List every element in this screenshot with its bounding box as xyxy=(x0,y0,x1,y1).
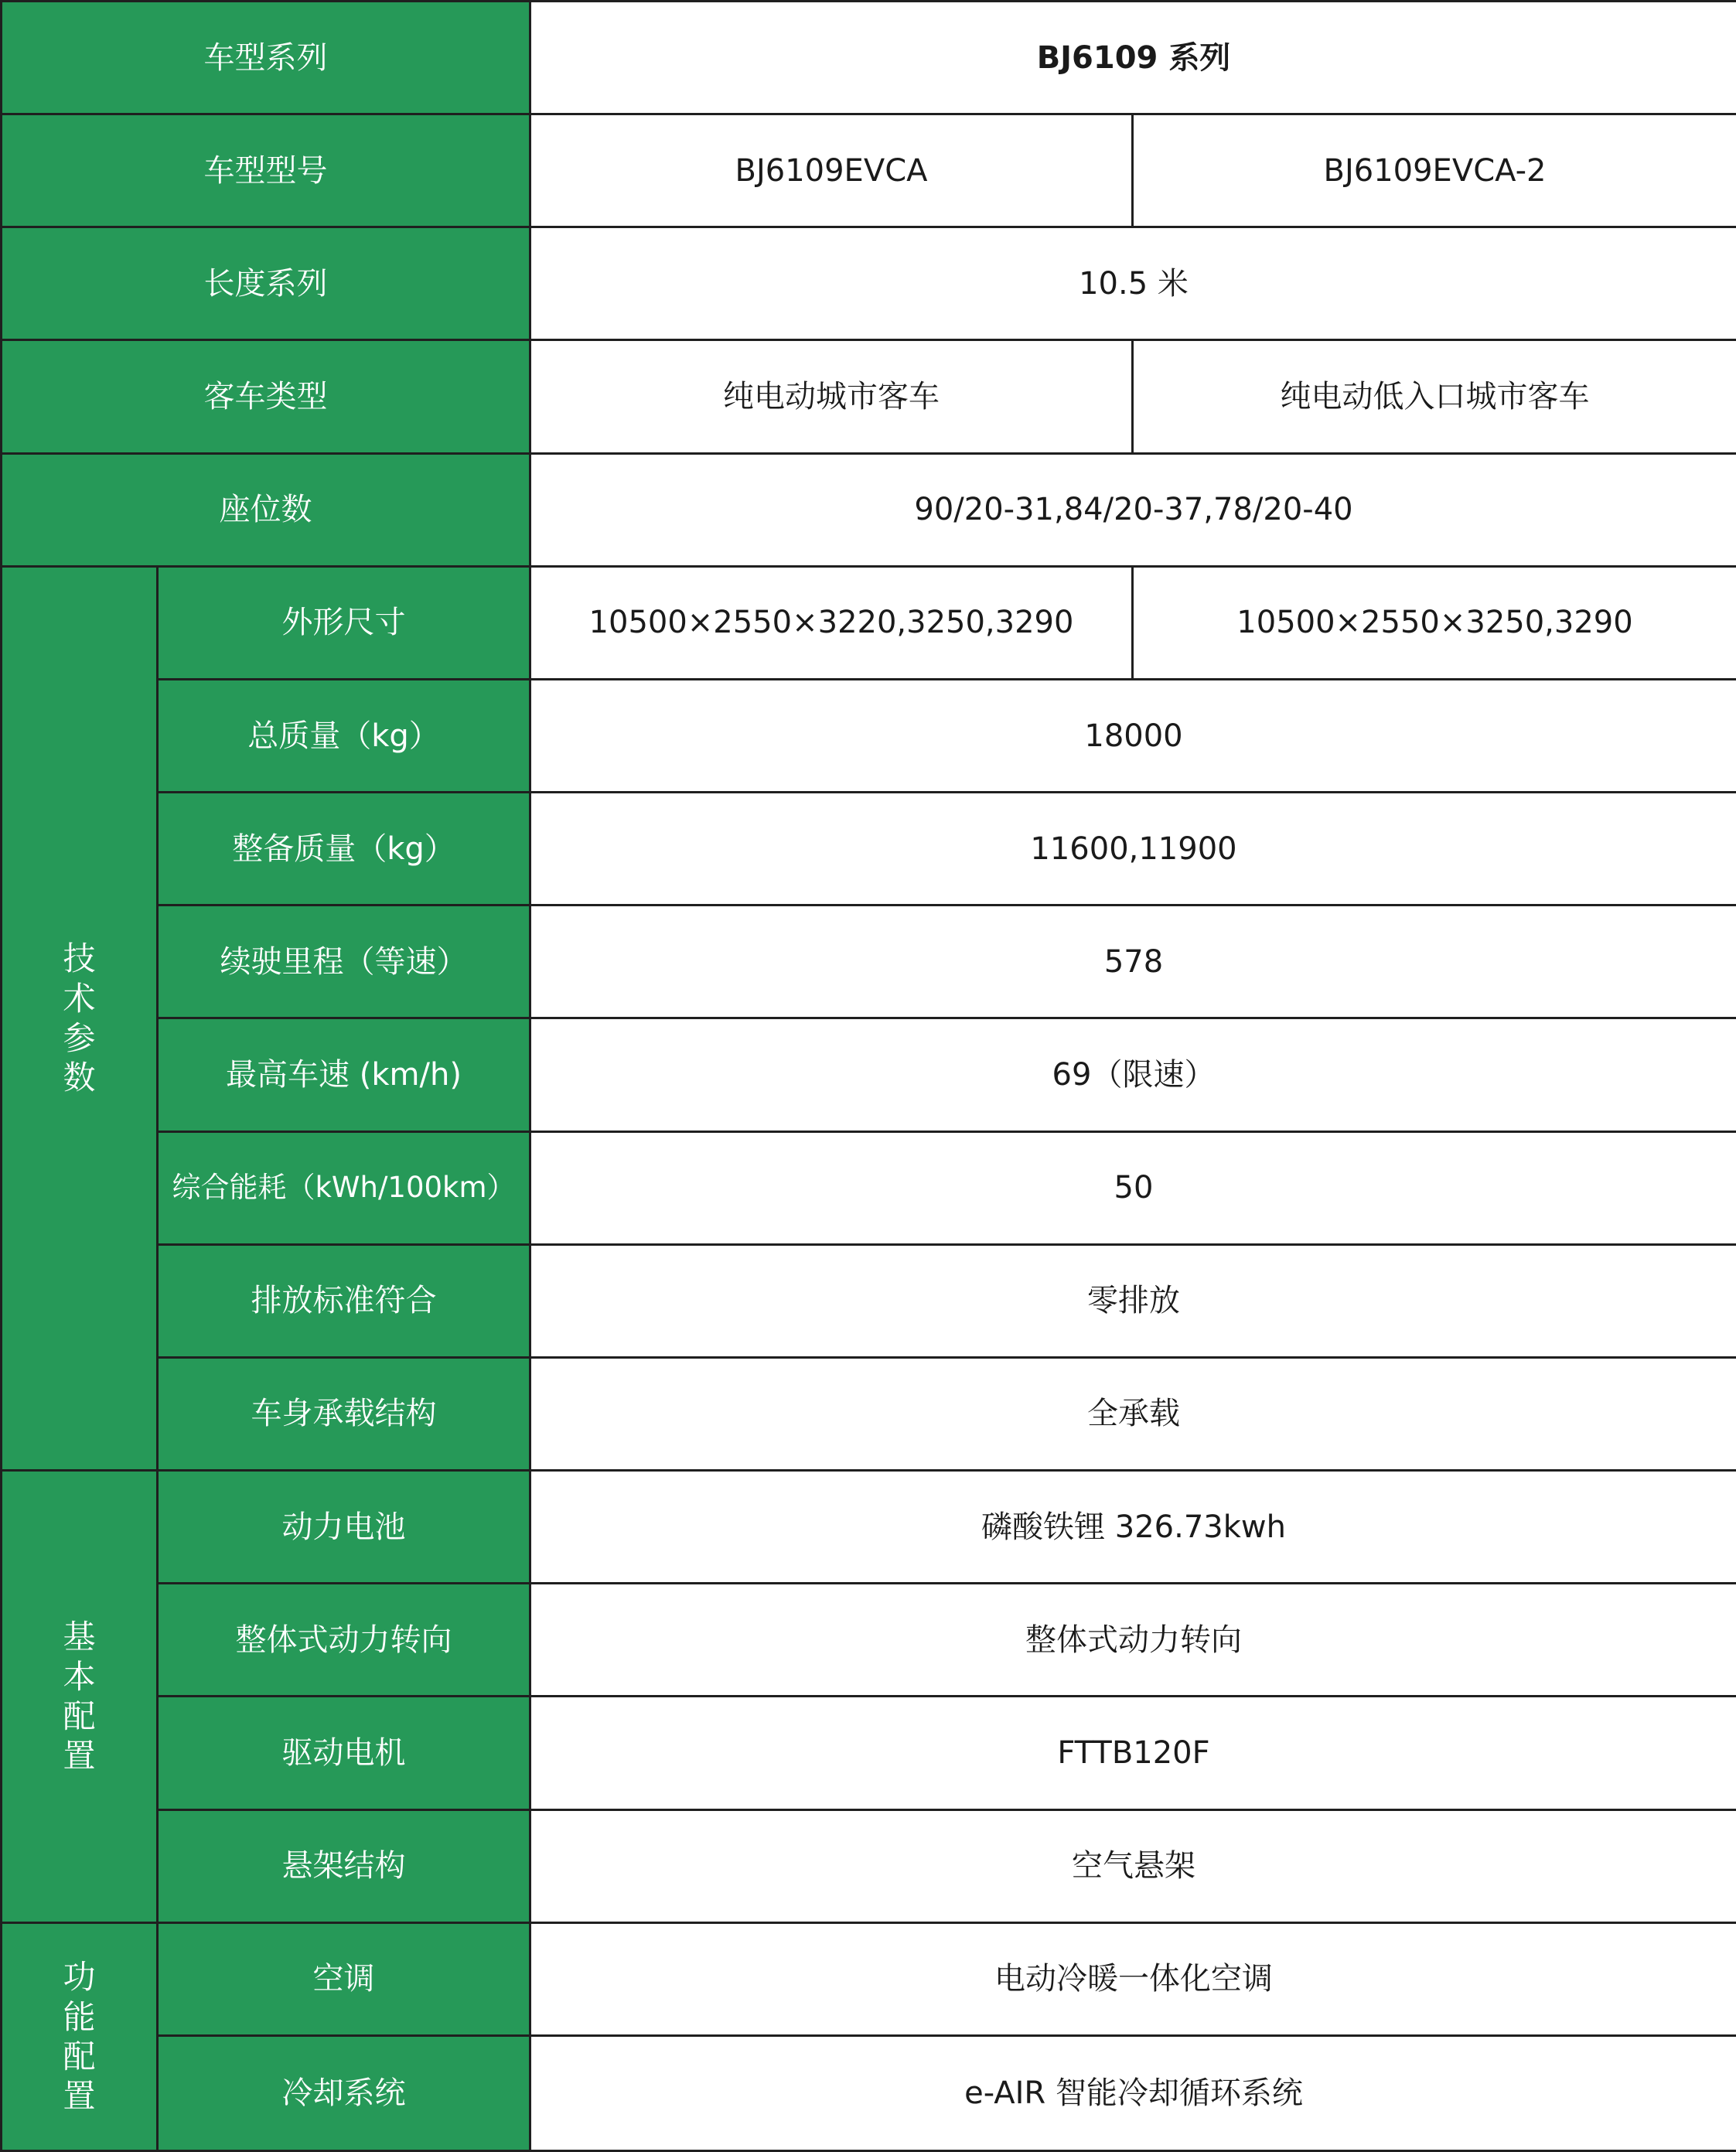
row-energy xyxy=(2,1131,1736,1244)
label-energy: 综合能耗（kWh/100km） xyxy=(158,1131,530,1244)
label-suspension: 悬架结构 xyxy=(158,1809,530,1922)
group-tech-label: 技术参数 xyxy=(2,566,158,1470)
row-suspension xyxy=(2,1809,1736,1922)
row-max-speed xyxy=(2,1018,1736,1131)
value-model-b: BJ6109EVCA-2 xyxy=(1133,114,1736,227)
label-gross-mass: 总质量（kg） xyxy=(158,679,530,792)
value-bus-type-b: 纯电动低入口城市客车 xyxy=(1133,340,1736,453)
group-function-label: 功能配置 xyxy=(2,1922,158,2150)
row-range xyxy=(2,905,1736,1018)
label-dimensions: 外形尺寸 xyxy=(158,566,530,679)
value-battery: 磷酸铁锂 326.73kwh xyxy=(530,1471,1736,1584)
label-body-structure: 车身承载结构 xyxy=(158,1357,530,1470)
row-curb-mass xyxy=(2,793,1736,905)
row-battery xyxy=(2,1471,1736,1584)
value-emission: 零排放 xyxy=(530,1244,1736,1357)
value-max-speed: 69（限速） xyxy=(530,1018,1736,1131)
row-cooling xyxy=(2,2035,1736,2150)
label-bus-type: 客车类型 xyxy=(2,340,530,453)
value-ac: 电动冷暖一体化空调 xyxy=(530,1922,1736,2035)
label-model: 车型型号 xyxy=(2,114,530,227)
value-curb-mass: 11600,11900 xyxy=(530,793,1736,905)
row-bus-type xyxy=(2,340,1736,453)
value-range: 578 xyxy=(530,905,1736,1018)
value-energy: 50 xyxy=(530,1131,1736,1244)
value-model-a: BJ6109EVCA xyxy=(530,114,1133,227)
row-model xyxy=(2,114,1736,227)
value-gross-mass: 18000 xyxy=(530,679,1736,792)
group-basic-label: 基本配置 xyxy=(2,1471,158,1923)
row-seats xyxy=(2,453,1736,566)
row-motor xyxy=(2,1697,1736,1809)
label-max-speed: 最高车速 (km/h) xyxy=(158,1018,530,1131)
row-emission xyxy=(2,1244,1736,1357)
row-gross-mass xyxy=(2,679,1736,792)
value-cooling: e-AIR 智能冷却循环系统 xyxy=(530,2035,1736,2150)
value-seats: 90/20-31,84/20-37,78/20-40 xyxy=(530,453,1736,566)
label-cooling: 冷却系统 xyxy=(158,2035,530,2150)
label-length: 长度系列 xyxy=(2,227,530,340)
value-suspension: 空气悬架 xyxy=(530,1809,1736,1922)
row-body-structure xyxy=(2,1357,1736,1470)
value-dimensions-b: 10500×2550×3250,3290 xyxy=(1133,566,1736,679)
label-battery: 动力电池 xyxy=(158,1471,530,1584)
label-series: 车型系列 xyxy=(2,2,530,114)
label-range: 续驶里程（等速） xyxy=(158,905,530,1018)
label-emission: 排放标准符合 xyxy=(158,1244,530,1357)
value-steering: 整体式动力转向 xyxy=(530,1584,1736,1697)
label-motor: 驱动电机 xyxy=(158,1697,530,1809)
value-series: BJ6109 系列 xyxy=(530,2,1736,114)
row-ac xyxy=(2,1922,1736,2035)
label-steering: 整体式动力转向 xyxy=(158,1584,530,1697)
label-ac: 空调 xyxy=(158,1922,530,2035)
row-dimensions xyxy=(2,566,1736,679)
value-motor: FTTB120F xyxy=(530,1697,1736,1809)
value-bus-type-a: 纯电动城市客车 xyxy=(530,340,1133,453)
label-seats: 座位数 xyxy=(2,453,530,566)
row-length xyxy=(2,227,1736,340)
value-body-structure: 全承载 xyxy=(530,1357,1736,1470)
row-series xyxy=(2,2,1736,114)
row-steering xyxy=(2,1584,1736,1697)
value-length: 10.5 米 xyxy=(530,227,1736,340)
label-curb-mass: 整备质量（kg） xyxy=(158,793,530,905)
value-dimensions-a: 10500×2550×3220,3250,3290 xyxy=(530,566,1133,679)
